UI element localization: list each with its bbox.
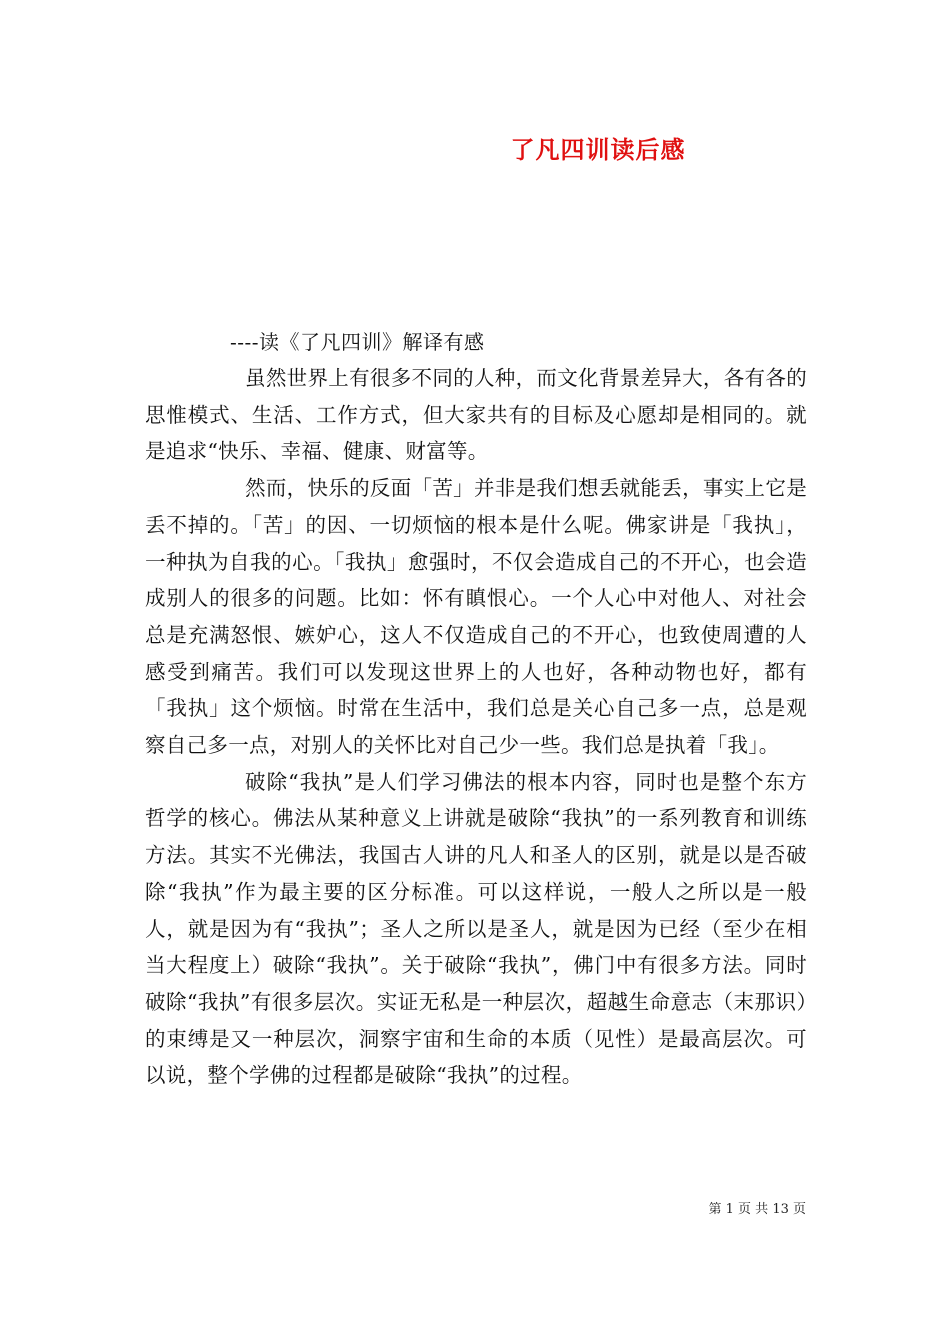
paragraph-3: 破除“我执”是人们学习佛法的根本内容，同时也是整个东方哲学的核心。佛法从某种意义上讲就是破除“我执”的一系列教育和训练方法。其实不光佛法，我国古人讲的凡人和圣人的区别，就是以是否破除“我执”作为最主要的区分标准。可以这样说，一般人之所以是一般人，就是因为有“我执”；圣人之所以是圣人，就是因为已经（至少在相当大程度上）破除“我执”。关于破除“我执”，佛门中有很多方法。同时破除“我执”有很多层次。实证无私是一种层次，超越生命意志（末那识）的束缚是又一种层次，洞察宇宙和生命的本质（见性）是最高层次。可以说，整个学佛的过程都是破除“我执”的过程。: [145, 769, 807, 1088]
page-number-footer: 第 1 页 共 13 页: [708, 1202, 806, 1217]
document-title: 了凡四训读后感: [510, 136, 686, 164]
document-body: [145, 360, 807, 1094]
paragraph-1: 虽然世界上有很多不同的人种，而文化背景差异大，各有各的思惟模式、生活、工作方式，但大家共有的目标及心愿却是相同的。就是追求“快乐、幸福、健康、财富等。: [145, 366, 807, 464]
document-subtitle: ----读《了凡四训》解译有感: [230, 330, 485, 354]
paragraph-2: 然而，快乐的反面「苦」并非是我们想丢就能丢，事实上它是丢不掉的。「苦」的因、一切烦恼的根本是什么呢。佛家讲是「我执」，一种执为自我的心。「我执」愈强时，不仅会造成自己的不开心，也会造成别人的很多的问题。比如：怀有瞋恨心。一个人心中对他人、对社会总是充满怒恨、嫉妒心，这人不仅造成自己的不开心，也致使周遭的人感受到痛苦。我们可以发现这世界上的人也好，各种动物也好，都有「我执」这个烦恼。时常在生活中，我们总是关心自己多一点，总是观察自己多一点，对别人的关怀比对自己少一些。我们总是执着「我」。: [145, 476, 807, 758]
